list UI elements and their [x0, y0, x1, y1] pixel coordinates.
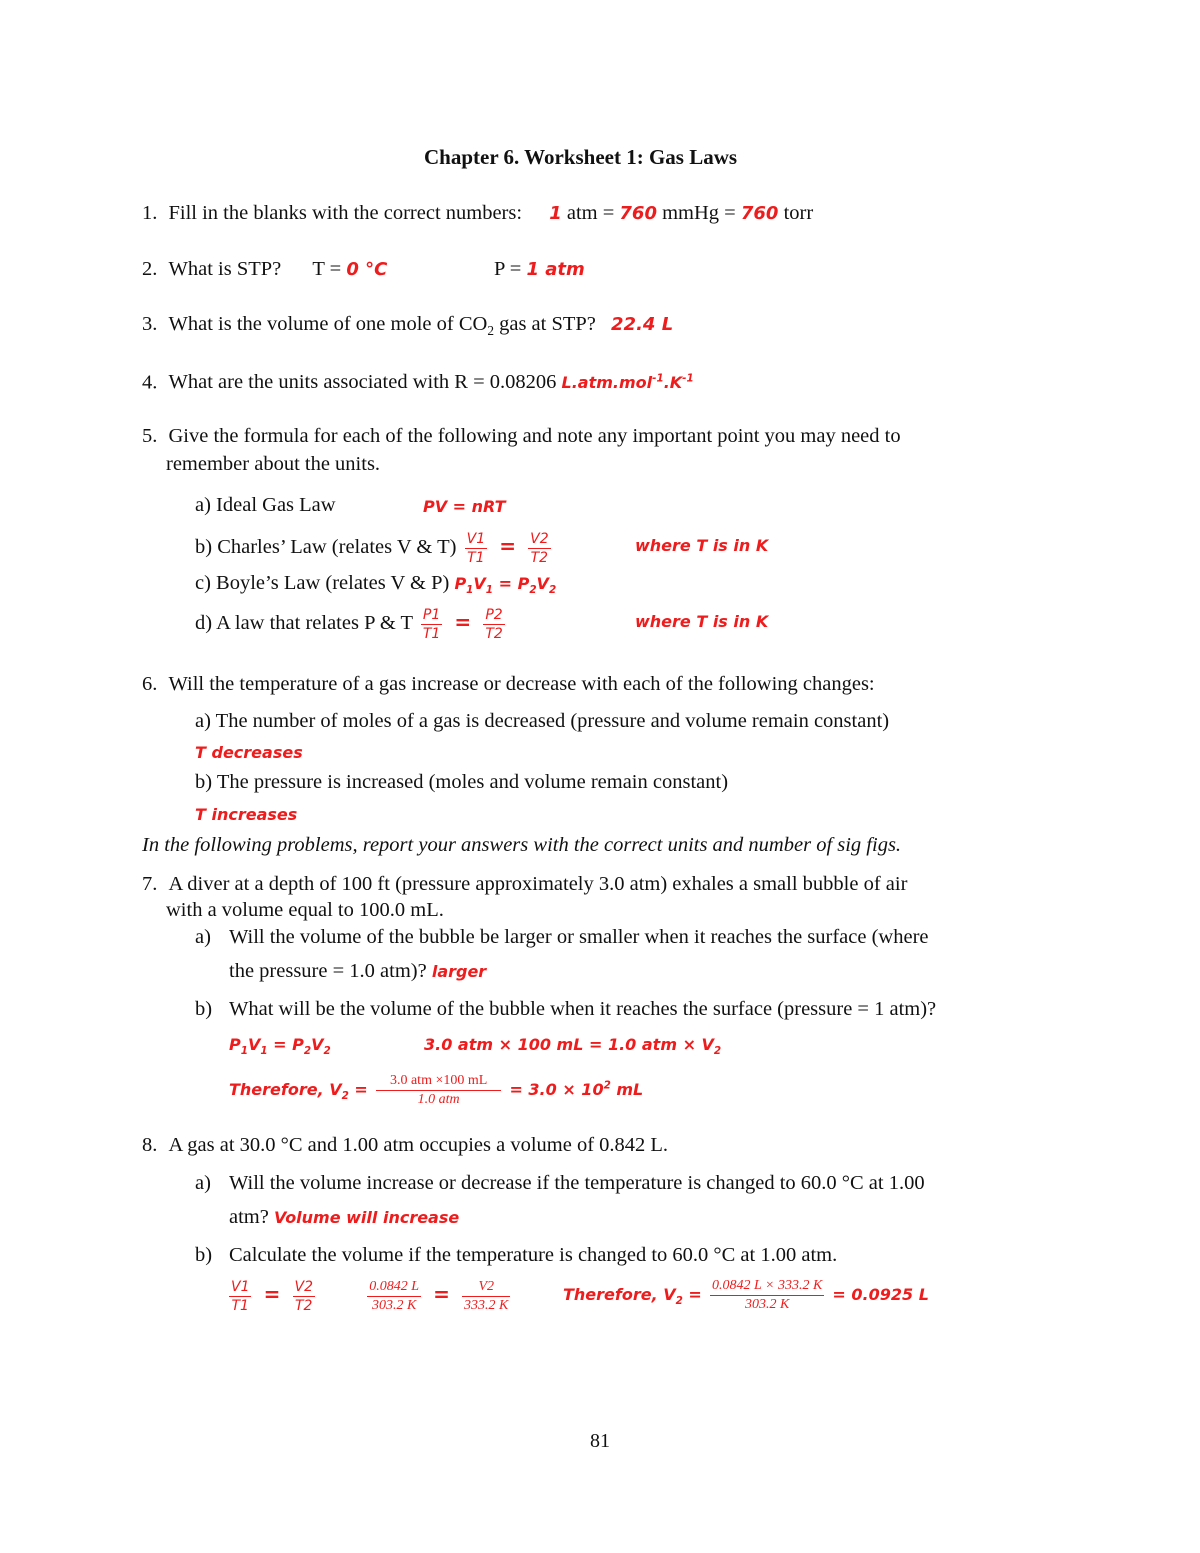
question-text: What are the units associated with R = 0.08206: [168, 371, 557, 394]
q6-answer-a: T decreases: [195, 743, 303, 762]
question-text: What is STP?: [168, 258, 282, 280]
question-text: Will the temperature of a gas increase or decrease with each of the following changes:: [168, 673, 875, 695]
unit-atm: atm =: [566, 202, 615, 224]
q7-part-a-text2: [229, 958, 486, 985]
q7-part-b-label: b): [195, 998, 213, 1020]
q8-part-a-text2: [229, 1204, 459, 1231]
q5-boyles-law: [195, 570, 556, 603]
item-label: a) Ideal Gas Law: [195, 494, 336, 516]
gay-lussac-note: where T is in K: [635, 612, 769, 631]
answer-temperature: 0 °C: [346, 259, 388, 280]
answer-atm: 1: [549, 203, 562, 224]
q7-part-a-text2-content: the pressure = 1.0 atm)?: [229, 960, 427, 982]
q7-part-a-label: a): [195, 926, 211, 948]
temperature-label: T =: [312, 258, 342, 280]
question-7-cont: with a volume equal to 100.0 mL.: [166, 899, 444, 921]
question-number: 1.: [142, 202, 158, 224]
q7-part-b-text: What will be the volume of the bubble when it reaches the surface (pressure = 1 atm)?: [229, 998, 937, 1020]
fraction-v2-t2: $\frac{V2}{T2}$: [530, 531, 549, 566]
q7-boyles-equation: $P_1V_1 = P_2V_2$: [229, 1035, 331, 1058]
answer-torr: 760: [740, 203, 779, 224]
equals-sign: =: [454, 610, 472, 635]
q8-result: = 0.0925 L: [832, 1285, 929, 1304]
question-2: [142, 256, 387, 283]
question-number: 6.: [142, 673, 158, 695]
question-6: [142, 671, 875, 697]
equals-sign: =: [499, 534, 516, 559]
question-2-pressure: [494, 256, 585, 283]
q5-charles-law: [195, 530, 554, 566]
question-text: What is the volume of one mole of $CO_2$ gas at STP?: [168, 313, 596, 339]
q8-answer-a: Volume will increase: [273, 1208, 460, 1227]
unit-mmhg: mmHg =: [662, 202, 736, 224]
page-title: Chapter 6. Worksheet 1: Gas Laws: [424, 145, 738, 169]
question-text: Give the formula for each of the following and note any important point you may need to: [168, 425, 901, 447]
q7-result: = $3.0 \times 10^2$ mL: [509, 1080, 644, 1100]
answer-units: $L.atm.mol^{-1}.K^{-1}$: [561, 373, 694, 393]
q5-ideal-gas-law: [195, 492, 506, 518]
question-number: 4.: [142, 371, 158, 394]
item-label: c) Boyle’s Law (relates V & P): [195, 572, 450, 594]
q8-part-a-label: a): [195, 1172, 211, 1194]
unit-torr: torr: [783, 202, 814, 224]
answer-ideal-gas: PV = nRT: [423, 497, 506, 516]
fraction-v1-t1: $\frac{V1}{T1}$: [231, 1278, 250, 1314]
fraction-p1-t1: $\frac{P1}{T1}$: [422, 607, 441, 642]
therefore-label: Therefore, $V_2$ =: [563, 1285, 702, 1308]
q8-part-b-label: b): [195, 1244, 213, 1266]
question-number: 2.: [142, 258, 158, 280]
answer-mmhg: 760: [619, 203, 657, 224]
page-number: 81: [590, 1430, 610, 1452]
fraction-v1-t1: $\frac{V1}{T1}$: [466, 531, 486, 566]
q8-part-a-text: Will the volume increase or decrease if the temperature is changed to 60.0 °C at 1.00: [229, 1172, 925, 1194]
fraction-volume-calc: $\frac{0.0842 L \times 333.2 K}{303.2 K}$: [711, 1277, 823, 1312]
pressure-label: P =: [494, 258, 522, 280]
fraction-initial-values: $\frac{0.0842 L}{303.2 K}$: [369, 1278, 420, 1313]
item-label: b) Charles’ Law (relates V & T): [195, 536, 457, 559]
question-number: 7.: [142, 873, 158, 895]
charles-note: where T is in K: [635, 536, 769, 555]
q7-part-a-text: Will the volume of the bubble be larger or smaller when it reaches the surface (where: [229, 926, 929, 948]
answer-volume: 22.4 L: [611, 314, 674, 335]
question-5: [142, 423, 901, 449]
fraction-p2-t2: $\frac{P2}{T2}$: [485, 607, 503, 642]
question-1: [142, 200, 813, 227]
question-8: [142, 1132, 668, 1158]
q6-answer-b: T increases: [195, 805, 298, 824]
question-4: [142, 366, 694, 396]
fraction-volume-calc: $\frac{\text{3.0 atm ×100 mL}}{\text{1.0 atm}}$: [376, 1072, 501, 1109]
q6-part-a: a) The number of moles of a gas is decreased (pressure and volume remain constant): [195, 710, 890, 732]
question-text: Fill in the blanks with the correct numbers:: [168, 202, 523, 224]
q8-therefore: [563, 1272, 929, 1316]
therefore-label: Therefore, $V_2$ =: [229, 1080, 368, 1103]
q8-part-a-text2-content: atm?: [229, 1206, 269, 1228]
question-text: A diver at a depth of 100 ft (pressure approximately 3.0 atm) exhales a small bubble of air: [168, 873, 908, 895]
question-number: 8.: [142, 1134, 158, 1156]
question-number: 5.: [142, 425, 158, 447]
q6-part-b: b) The pressure is increased (moles and volume remain constant): [195, 771, 729, 793]
equals-sign: =: [433, 1282, 450, 1306]
question-7: [142, 871, 907, 897]
answer-boyles: $P_1V_1 = P_2V_2$: [454, 574, 557, 597]
q5-gay-lussac-law: [195, 606, 508, 642]
question-5-cont: remember about the units.: [166, 453, 381, 475]
item-label: d) A law that relates P & T: [195, 612, 413, 635]
fraction-v2-t2: $\frac{V2}{T2}$: [294, 1278, 313, 1314]
answer-pressure: 1 atm: [526, 259, 585, 280]
q8-part-b-text: Calculate the volume if the temperature is changed to 60.0 °C at 1.00 atm.: [229, 1244, 838, 1266]
question-text: A gas at 30.0 °C and 1.00 atm occupies a volume of 0.842 L.: [168, 1134, 669, 1156]
q8-calculation: [226, 1272, 513, 1316]
instructions: In the following problems, report your answers with the correct units and number of sig figs.: [142, 834, 902, 856]
question-number: 3.: [142, 313, 158, 335]
q7-therefore: [229, 1064, 643, 1108]
q7-substitution: 3.0 atm × 100 mL = 1.0 atm × $V_2$: [424, 1035, 722, 1058]
equals-sign: =: [263, 1282, 281, 1306]
question-3: [142, 311, 673, 344]
q7-answer-a: larger: [431, 962, 487, 981]
fraction-final-values: $\frac{V2}{333.2 K}$: [464, 1278, 509, 1313]
